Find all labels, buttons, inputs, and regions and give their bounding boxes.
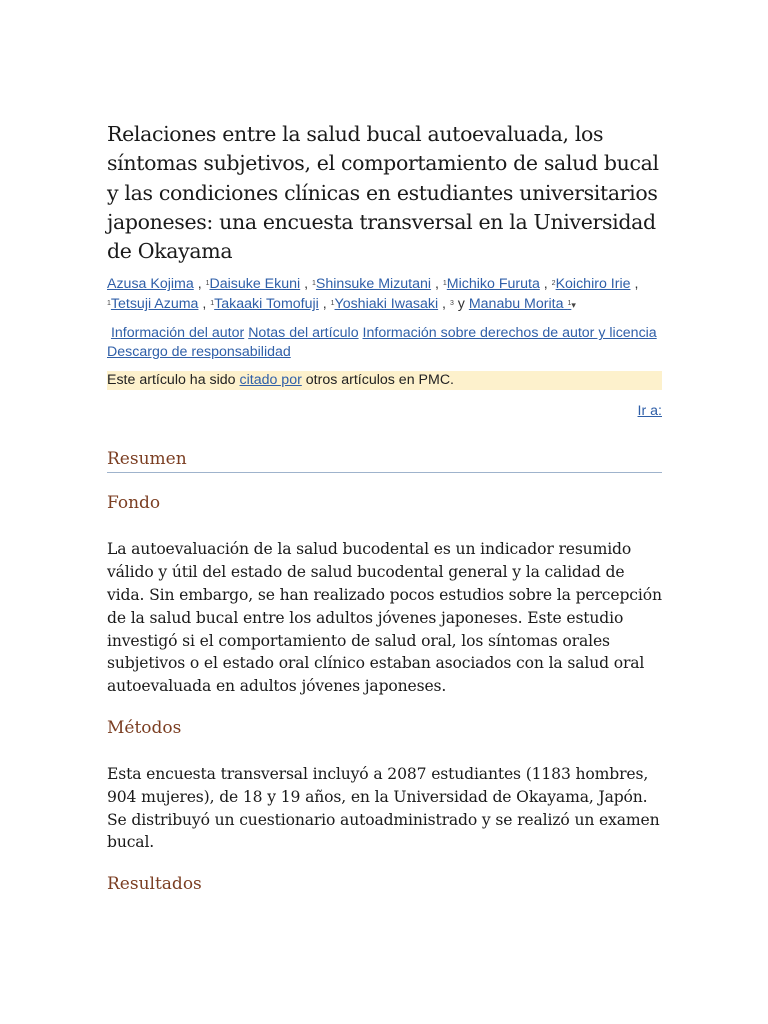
affiliation-sup: 1 [205,280,210,288]
article-info-links [107,324,662,361]
cited-prefix: Este artículo ha sido [107,372,236,389]
affiliation-sup: 1 [442,280,447,288]
affiliation-sup: 1 [330,300,335,308]
article-title: Relaciones entre la salud bucal autoevaluada, los síntomas subjetivos, el comportamiento de salud bucal y las condiciones clínicas en estudiantes universitarios japoneses: una encuesta transversal en la Universidad de Okayama [107,122,659,264]
author-link[interactable]: Daisuke Ekuni [209,276,301,293]
author-link[interactable] [469,296,572,312]
author-name: Manabu Morita [468,296,564,313]
affiliation-sup: 2 [551,280,556,288]
article-page [107,120,662,896]
affiliation-sup: 1 [210,300,215,308]
article-notes-link[interactable]: Notas del artículo [248,325,359,342]
author-list: Azusa Kojima , $^1$Daisuke Ekuni , $^1$Shinsuke Mizutani , $^1$Michiko Furuta , $^2$Koichiro Irie , $^1$Tetsuji Azuma , $^1$Takaaki Tomofuji , $^1$Yoshiaki Iwasaki , $^3$ y Manabu Morita $^1$▾ [107,276,639,313]
author-link[interactable]: Shinsuke Mizutani [315,276,432,293]
affiliation-sup: 1 [312,280,316,288]
author-link[interactable]: Takaaki Tomofuji [214,296,319,313]
affiliation-sup: 1 [107,300,111,308]
authors-conjunction: y [457,296,465,313]
author-link[interactable]: Tetsuji Azuma [110,296,199,313]
author-link[interactable]: Yoshiaki Iwasaki [334,296,439,313]
author-info-link[interactable]: Información del autor [110,325,245,342]
dropdown-arrow-icon[interactable]: ▾ [571,301,576,312]
section-heading-results: Resultados [107,874,202,895]
disclaimer-link[interactable]: Descargo de responsabilidad [107,343,291,360]
section-heading-background: Fondo [107,493,161,514]
goto-link[interactable]: Ir a: [637,403,662,420]
section-heading-methods: Métodos [107,718,182,739]
section-paragraph-methods: Esta encuesta transversal incluyó a 2087 estudiantes (1183 hombres, 904 mujeres), de 18 y 19 años, en la Universidad de Okayama, Japón. Se distribuyó un cuestionario autoadministrado y se realizó un examen bucal. [107,765,660,852]
copyright-info-link[interactable]: Información sobre derechos de autor y licencia [362,325,657,342]
affiliation-sup: 3 [449,300,454,308]
cited-by-banner [107,371,662,390]
author-link[interactable]: Azusa Kojima [107,276,194,293]
affiliation-sup: 1 [567,300,572,308]
author-link[interactable]: Koichiro Irie [555,276,631,293]
author-link[interactable]: Michiko Furuta [446,276,540,293]
cited-by-link[interactable]: citado por [239,372,302,389]
cited-suffix: otros artículos en PMC. [305,372,455,389]
goto-row [107,403,662,419]
abstract-heading: Resumen [107,447,662,473]
section-paragraph-background: La autoevaluación de la salud bucodental es un indicador resumido válido y útil del estado de salud bucodental general y la calidad de vida. Sin embargo, se han realizado pocos estudios sobre la percepción de la salud bucal entre los adultos jóvenes japoneses. Este estudio investigó si el comportamiento de salud oral, los síntomas orales subjetivos o el estado oral clínico estaban asociados con la salud oral autoevaluada en adultos jóvenes japoneses. [107,540,662,696]
